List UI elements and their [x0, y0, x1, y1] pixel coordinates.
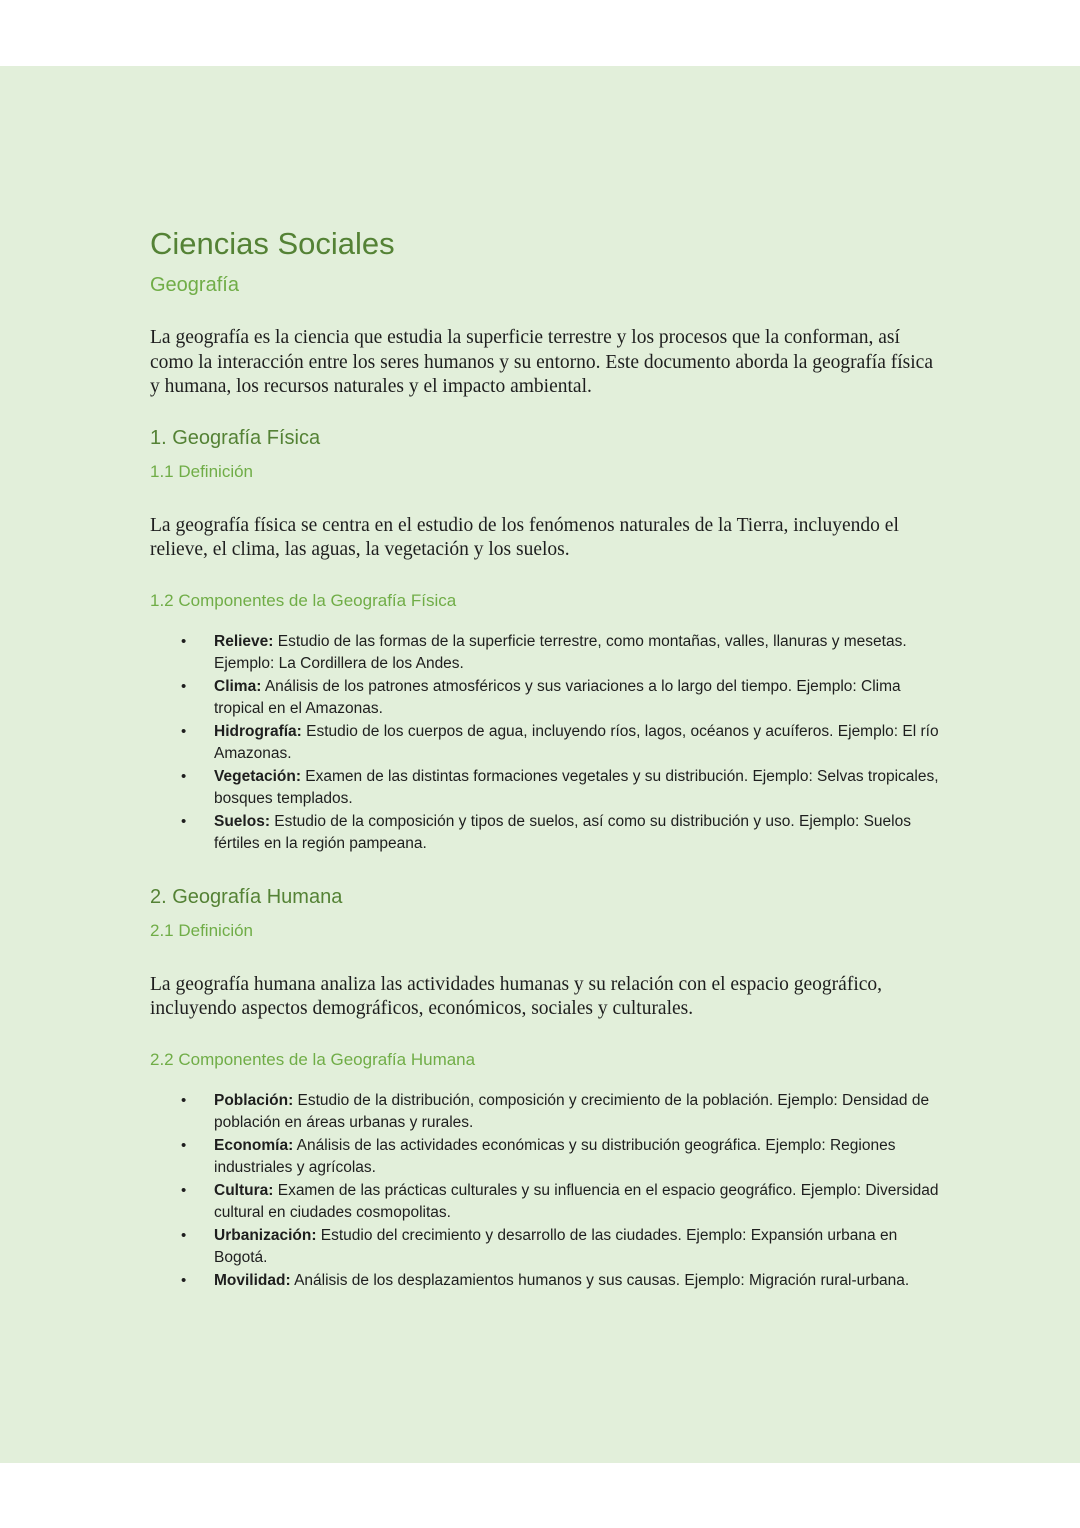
- list-item-text: Examen de las prácticas culturales y su influencia en el espacio geográfico. Ejemplo: Diversidad cultural en ciudades cosmopolitas.: [214, 1181, 939, 1221]
- document-page: [0, 66, 1080, 1463]
- bullet-icon: •: [181, 1271, 187, 1289]
- bullet-icon: •: [181, 812, 187, 830]
- definition-heading: 2.1 Definición: [150, 920, 254, 940]
- document-subtitle: Geografía: [150, 274, 239, 296]
- bullet-icon: •: [181, 767, 187, 785]
- bullet-icon: •: [181, 632, 187, 650]
- components-heading: 2.2 Componentes de la Geografía Humana: [150, 1049, 476, 1069]
- section-human-geography: [150, 883, 940, 1293]
- list-item-text: Análisis de los desplazamientos humanos y sus causas. Ejemplo: Migración rural-urbana.: [290, 1271, 910, 1289]
- list-item-term: Urbanización:: [214, 1226, 317, 1244]
- section-heading: 2. Geografía Humana: [150, 885, 343, 908]
- list-item-term: Suelos:: [214, 812, 270, 830]
- bullet-icon: •: [181, 1226, 187, 1244]
- list-item-term: Cultura:: [214, 1181, 274, 1199]
- list-item: [150, 1225, 940, 1270]
- list-item: [150, 766, 940, 811]
- definition-heading: 1.1 Definición: [150, 461, 254, 481]
- section-heading: 1. Geografía Física: [150, 426, 321, 449]
- components-list: [150, 631, 940, 856]
- list-item: [150, 1090, 940, 1135]
- list-item-term: Clima:: [214, 677, 262, 695]
- list-item-text: Estudio de la composición y tipos de suelos, así como su distribución y uso. Ejemplo: Suelos fértiles en la región pampeana.: [214, 812, 911, 852]
- list-item-term: Movilidad:: [214, 1271, 291, 1289]
- list-item-text: Estudio de las formas de la superficie terrestre, como montañas, valles, llanuras y mesetas. Ejemplo: La Cordillera de los Andes.: [214, 632, 907, 672]
- bullet-icon: •: [181, 1181, 187, 1199]
- list-item-term: Vegetación:: [214, 767, 301, 785]
- list-item: [150, 631, 940, 676]
- list-item: [150, 811, 940, 856]
- definition-paragraph: La geografía humana analiza las actividades humanas y su relación con el espacio geográfico, incluyendo aspectos demográficos, económicos, sociales y culturales.: [150, 973, 883, 1019]
- components-list: [150, 1090, 940, 1293]
- list-item-text: Análisis de los patrones atmosféricos y sus variaciones a lo largo del tiempo. Ejemplo: Clima tropical en el Amazonas.: [214, 677, 901, 717]
- bullet-icon: •: [181, 722, 187, 740]
- list-item: [150, 1270, 940, 1293]
- bullet-icon: •: [181, 1136, 187, 1154]
- list-item: [150, 1135, 940, 1180]
- list-item: [150, 676, 940, 721]
- list-item-text: Estudio de la distribución, composición y crecimiento de la población. Ejemplo: Densidad de población en áreas urbanas y rurales.: [214, 1091, 930, 1131]
- bullet-icon: •: [181, 677, 187, 695]
- intro-paragraph: La geografía es la ciencia que estudia la superficie terrestre y los procesos que la conforman, así como la interacción entre los seres humanos y su entorno. Este documento aborda la geografía física y humana, los recursos naturales y el impacto ambiental.: [150, 327, 933, 397]
- components-heading: 1.2 Componentes de la Geografía Física: [150, 590, 457, 610]
- list-item-term: Población:: [214, 1091, 294, 1109]
- list-item-term: Relieve:: [214, 632, 274, 650]
- bullet-icon: •: [181, 1091, 187, 1109]
- list-item: [150, 1180, 940, 1225]
- list-item-term: Economía:: [214, 1136, 294, 1154]
- definition-paragraph: La geografía física se centra en el estudio de los fenómenos naturales de la Tierra, incluyendo el relieve, el clima, las aguas, la vegetación y los suelos.: [150, 514, 899, 560]
- section-physical-geography: [150, 424, 940, 856]
- list-item-text: Estudio del crecimiento y desarrollo de las ciudades. Ejemplo: Expansión urbana en Bogotá.: [214, 1226, 898, 1266]
- document-title: Ciencias Sociales: [150, 226, 395, 261]
- document-content: [150, 224, 940, 1292]
- list-item: [150, 721, 940, 766]
- list-item-text: Análisis de las actividades económicas y su distribución geográfica. Ejemplo: Regiones industriales y agrícolas.: [214, 1136, 896, 1176]
- list-item-term: Hidrografía:: [214, 722, 302, 740]
- list-item-text: Estudio de los cuerpos de agua, incluyendo ríos, lagos, océanos y acuíferos. Ejemplo: El río Amazonas.: [214, 722, 939, 762]
- list-item-text: Examen de las distintas formaciones vegetales y su distribución. Ejemplo: Selvas tropicales, bosques templados.: [214, 767, 939, 807]
